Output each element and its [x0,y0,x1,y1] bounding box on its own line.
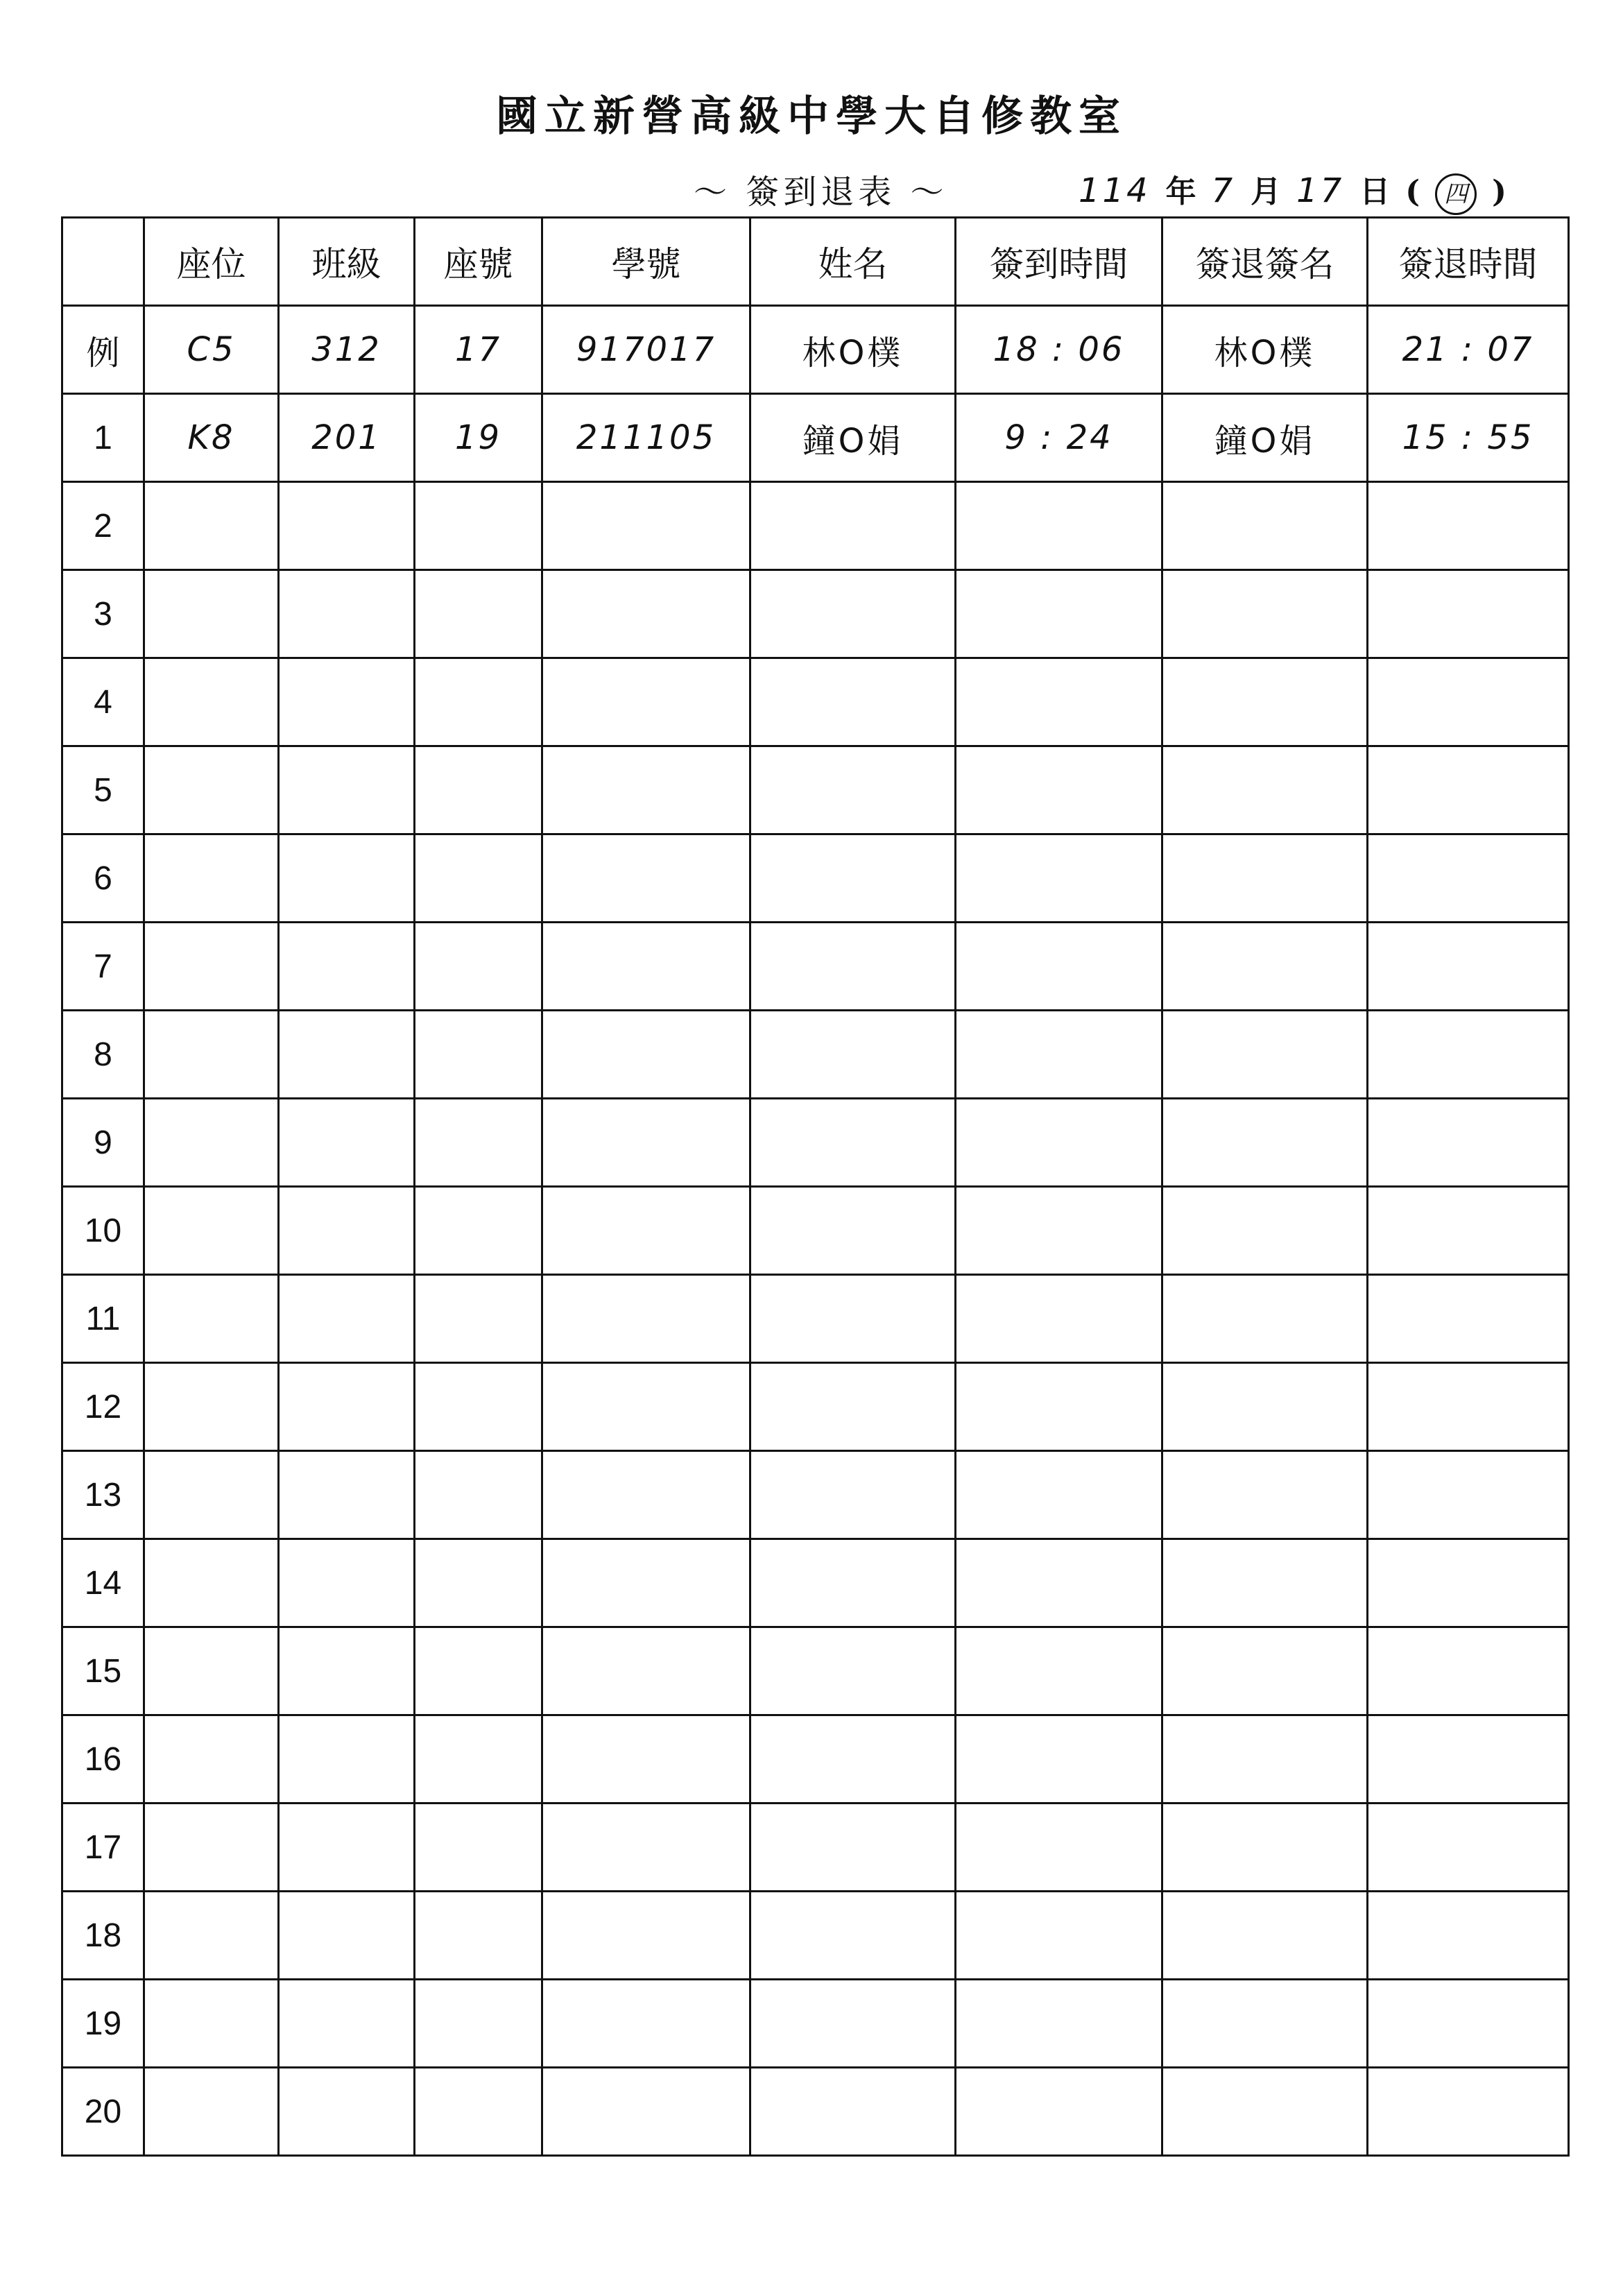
sign-out-signature-cell [1162,1275,1368,1363]
table-row [62,923,1569,1011]
sign-out-signature-cell [1162,658,1368,746]
name-cell [750,834,956,923]
sign-in-time-cell [956,570,1162,658]
seat-number-cell: 17 [415,306,542,394]
sign-out-time-cell: 15 : 55 [1368,394,1569,482]
sign-out-time-cell [1368,2068,1569,2156]
date-month: 7 [1211,171,1236,210]
sign-in-time-cell [956,1980,1162,2068]
row-number-cell: 例 [62,306,144,394]
row-number-cell: 2 [62,482,144,570]
sign-out-signature-cell [1162,1715,1368,1804]
row-number-cell: 16 [62,1715,144,1804]
sign-out-time-cell [1368,746,1569,834]
sign-out-signature-cell [1162,1363,1368,1451]
sign-out-time-cell [1368,1011,1569,1099]
sign-out-signature-cell [1162,1187,1368,1275]
sign-out-time-cell [1368,1187,1569,1275]
seat-cell [144,1275,279,1363]
seat-cell [144,1804,279,1892]
table-row [62,658,1569,746]
sign-out-signature-cell [1162,1804,1368,1892]
seat-cell [144,1715,279,1804]
class-cell [279,1715,415,1804]
sign-out-time-cell [1368,1892,1569,1980]
seat-number-cell [415,1187,542,1275]
name-cell [750,1187,956,1275]
table-row [62,746,1569,834]
name-header: 姓名 [750,218,956,306]
date-line [1079,166,1506,215]
student-id-cell [542,1099,750,1187]
row-number-cell: 9 [62,1099,144,1187]
row-number-cell: 4 [62,658,144,746]
sign-in-time-cell [956,1627,1162,1715]
class-cell [279,1011,415,1099]
row-number-cell: 7 [62,923,144,1011]
class-cell [279,1539,415,1627]
class-cell [279,482,415,570]
student-id-cell [542,1980,750,2068]
seat-number-cell [415,1275,542,1363]
student-id-cell [542,1627,750,1715]
class-cell [279,570,415,658]
date-year-unit: 年 [1165,174,1196,209]
name-cell [750,482,956,570]
student-id-cell [542,1804,750,1892]
sign-in-time-cell [956,1187,1162,1275]
student-id-cell [542,1715,750,1804]
class-cell [279,834,415,923]
row-number-cell: 1 [62,394,144,482]
seat-cell [144,1892,279,1980]
class-cell [279,658,415,746]
student-id-cell [542,1187,750,1275]
document-title: 國立新營高級中學大自修教室 [496,92,1127,141]
sign-out-time-cell [1368,658,1569,746]
row-number-cell: 5 [62,746,144,834]
name-cell [750,570,956,658]
date-close-paren: ) [1492,174,1506,209]
table-row [62,306,1569,394]
student-id-cell [542,834,750,923]
sign-out-time-cell [1368,1451,1569,1539]
seat-number-cell [415,1892,542,1980]
student-id-cell [542,1275,750,1363]
class-cell [279,1275,415,1363]
row-number-cell: 6 [62,834,144,923]
seat-number-header: 座號 [415,218,542,306]
class-cell [279,1363,415,1451]
sign-out-signature-cell [1162,482,1368,570]
sign-out-signature-cell [1162,746,1368,834]
sign-in-time-cell [956,1715,1162,1804]
seat-number-cell [415,1451,542,1539]
sign-out-time-cell: 21 : 07 [1368,306,1569,394]
name-cell [750,1804,956,1892]
class-cell [279,1804,415,1892]
student-id-cell [542,1892,750,1980]
sign-in-time-cell [956,746,1162,834]
class-header: 班級 [279,218,415,306]
seat-number-cell [415,658,542,746]
name-cell [750,1980,956,2068]
name-cell [750,1099,956,1187]
seat-number-cell [415,482,542,570]
seat-number-cell [415,570,542,658]
class-cell [279,1187,415,1275]
seat-number-cell [415,1715,542,1804]
table-row [62,1627,1569,1715]
sign-out-time-cell [1368,1539,1569,1627]
name-cell [750,1715,956,1804]
seat-cell [144,2068,279,2156]
sign-out-signature-cell: 林O樸 [1162,306,1368,394]
class-cell: 312 [279,306,415,394]
class-cell: 201 [279,394,415,482]
row-number-cell: 11 [62,1275,144,1363]
student-id-cell: 917017 [542,306,750,394]
name-cell [750,1363,956,1451]
sign-out-signature-cell [1162,923,1368,1011]
table-row [62,1715,1569,1804]
seat-number-cell [415,1980,542,2068]
student-id-cell [542,1363,750,1451]
table-row [62,834,1569,923]
sign-out-signature-cell [1162,1980,1368,2068]
sign-in-time-cell [956,2068,1162,2156]
table-row [62,2068,1569,2156]
name-cell [750,2068,956,2156]
seat-number-cell [415,923,542,1011]
seat-number-cell [415,1099,542,1187]
table-row [62,1011,1569,1099]
table-header-row [62,218,1569,306]
name-cell [750,1892,956,1980]
sign-in-time-cell [956,1451,1162,1539]
sign-out-time-cell [1368,1980,1569,2068]
sign-in-time-cell [956,1275,1162,1363]
seat-cell [144,1980,279,2068]
name-cell [750,1539,956,1627]
sign-in-time-cell: 18 : 06 [956,306,1162,394]
sign-in-time-cell [956,1099,1162,1187]
seat-cell [144,746,279,834]
date-weekday-circled: 四 [1435,173,1477,215]
seat-number-cell [415,1804,542,1892]
sign-out-time-cell [1368,834,1569,923]
name-cell [750,1011,956,1099]
seat-cell [144,923,279,1011]
sign-out-signature-cell [1162,1099,1368,1187]
student-id-cell [542,1539,750,1627]
name-cell [750,1275,956,1363]
date-open-paren: ( [1405,174,1420,209]
sign-out-time-cell [1368,1715,1569,1804]
seat-cell [144,1363,279,1451]
name-cell [750,746,956,834]
sign-out-time-cell [1368,1275,1569,1363]
table-row [62,1539,1569,1627]
sign-out-signature-cell [1162,1011,1368,1099]
date-year: 114 [1079,171,1151,210]
sign-out-time-cell [1368,1627,1569,1715]
seat-cell [144,1187,279,1275]
student-id-cell [542,570,750,658]
sign-in-time-cell [956,834,1162,923]
seat-cell [144,1011,279,1099]
row-number-cell: 8 [62,1011,144,1099]
student-id-cell [542,658,750,746]
name-cell: 鐘O娟 [750,394,956,482]
sign-in-time-cell [956,923,1162,1011]
table-row [62,570,1569,658]
sign-in-time-cell [956,1011,1162,1099]
sign-in-time-cell [956,1892,1162,1980]
seat-cell [144,570,279,658]
sign-out-time-cell [1368,923,1569,1011]
sign-out-time-cell [1368,482,1569,570]
table-row [62,1980,1569,2068]
row-number-cell: 10 [62,1187,144,1275]
table-row [62,1804,1569,1892]
sign-in-time-cell [956,1363,1162,1451]
name-cell [750,923,956,1011]
seat-number-cell [415,746,542,834]
class-cell [279,1099,415,1187]
student-id-cell: 211105 [542,394,750,482]
row-number-cell: 12 [62,1363,144,1451]
row-number-cell: 3 [62,570,144,658]
seat-cell [144,834,279,923]
row-number-cell: 15 [62,1627,144,1715]
row-number-cell: 20 [62,2068,144,2156]
table-row [62,482,1569,570]
sign-in-time-cell [956,658,1162,746]
student-id-cell [542,746,750,834]
name-cell [750,1451,956,1539]
sign-in-time-cell [956,482,1162,570]
sign-out-signature-header: 簽退簽名 [1162,218,1368,306]
seat-number-cell [415,1539,542,1627]
sign-in-time-header: 簽到時間 [956,218,1162,306]
document-subtitle: ～ 簽到退表 ～ [694,173,948,212]
table-row [62,1451,1569,1539]
sign-out-signature-cell [1162,1539,1368,1627]
row-number-cell: 18 [62,1892,144,1980]
sign-out-signature-cell [1162,1451,1368,1539]
class-cell [279,1892,415,1980]
date-day: 17 [1296,171,1345,210]
sign-out-signature-cell [1162,1892,1368,1980]
class-cell [279,2068,415,2156]
table-row [62,1275,1569,1363]
date-month-unit: 月 [1251,174,1282,209]
seat-cell [144,1099,279,1187]
class-cell [279,1451,415,1539]
sign-in-time-cell [956,1539,1162,1627]
seat-cell [144,1451,279,1539]
table-row [62,394,1569,482]
row-number-cell: 19 [62,1980,144,2068]
seat-number-cell [415,1363,542,1451]
seat-cell [144,1627,279,1715]
seat-number-cell [415,834,542,923]
sign-out-signature-cell [1162,834,1368,923]
class-cell [279,1627,415,1715]
row-number-cell: 13 [62,1451,144,1539]
seat-cell [144,1539,279,1627]
name-cell [750,1627,956,1715]
seat-number-cell: 19 [415,394,542,482]
seat-cell [144,658,279,746]
student-id-cell [542,482,750,570]
sign-out-time-header: 簽退時間 [1368,218,1569,306]
row-number-header [62,218,144,306]
sign-out-time-cell [1368,1363,1569,1451]
seat-number-cell [415,2068,542,2156]
student-id-cell [542,2068,750,2156]
seat-cell [144,482,279,570]
sign-out-signature-cell [1162,1627,1368,1715]
seat-number-cell [415,1627,542,1715]
student-id-cell [542,1451,750,1539]
date-day-unit: 日 [1359,174,1391,209]
table-row [62,1187,1569,1275]
seat-cell: C5 [144,306,279,394]
table-row [62,1099,1569,1187]
sign-out-signature-cell [1162,2068,1368,2156]
seat-cell: K8 [144,394,279,482]
sign-out-time-cell [1368,570,1569,658]
seat-header: 座位 [144,218,279,306]
name-cell [750,658,956,746]
student-id-cell [542,1011,750,1099]
row-number-cell: 14 [62,1539,144,1627]
name-cell: 林O樸 [750,306,956,394]
sign-in-time-cell [956,1804,1162,1892]
class-cell [279,923,415,1011]
seat-number-cell [415,1011,542,1099]
table-row [62,1892,1569,1980]
row-number-cell: 17 [62,1804,144,1892]
table-row [62,1363,1569,1451]
sign-out-time-cell [1368,1099,1569,1187]
sign-in-time-cell: 9 : 24 [956,394,1162,482]
sign-out-time-cell [1368,1804,1569,1892]
sign-in-out-table [61,216,1570,2157]
student-id-header: 學號 [542,218,750,306]
sign-out-signature-cell: 鐘O娟 [1162,394,1368,482]
student-id-cell [542,923,750,1011]
class-cell [279,1980,415,2068]
sign-out-signature-cell [1162,570,1368,658]
class-cell [279,746,415,834]
